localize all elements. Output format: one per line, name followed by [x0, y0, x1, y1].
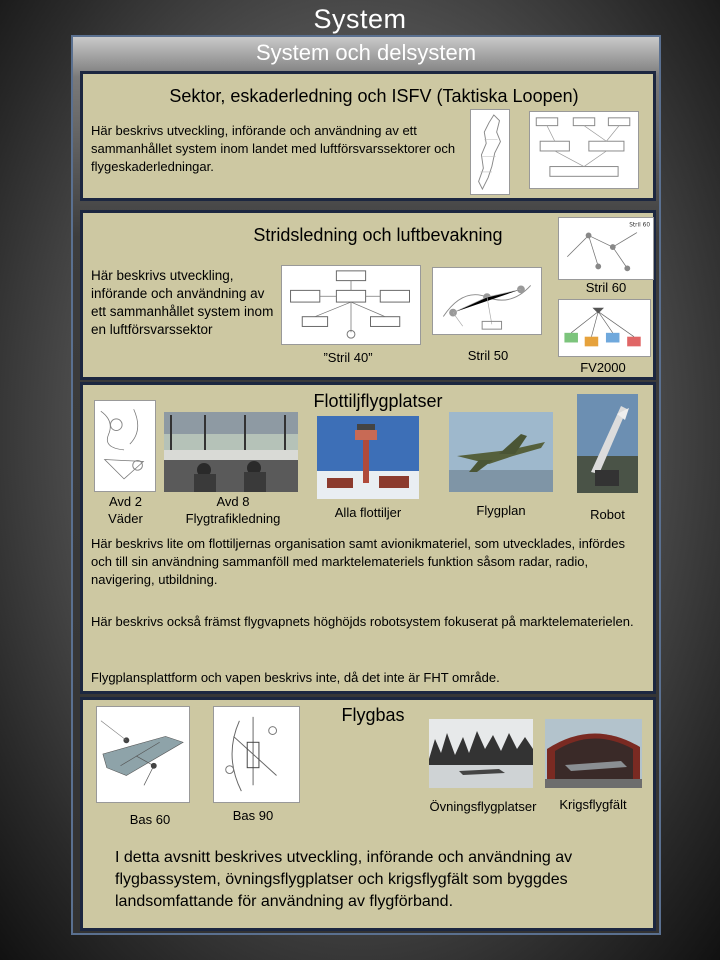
stril60-caption: Stril 60	[585, 280, 627, 295]
page-title: System	[313, 4, 407, 34]
alla-flottiljer-caption: Alla flottiljer	[334, 505, 402, 520]
stril40-caption: ”Stril 40”	[323, 350, 373, 365]
flygbas-panel[interactable]	[80, 697, 656, 931]
avd2-caption: Avd 2 Väder	[108, 494, 143, 526]
flottilj-text-2: Här beskrivs också främst flygvapnets höghöjds robotsystem fokuserat på marktelematerielen.	[91, 614, 634, 629]
stril50-caption: Stril 50	[467, 348, 509, 363]
sektor-diagram-image[interactable]	[529, 111, 639, 189]
flottilj-title: Flottiljflygplatser	[313, 391, 443, 411]
fv2000-caption: FV2000	[580, 360, 626, 375]
bas90-image[interactable]	[213, 706, 300, 803]
strid-text: Här beskrivs utveckling, införande och användning av ett sammanhållet system inom en luftförsvarssektor	[91, 268, 274, 337]
stril50-image[interactable]	[432, 267, 542, 335]
sektor-panel[interactable]	[80, 71, 656, 201]
krigsflygfalt-image[interactable]	[545, 719, 642, 788]
flygbas-text: I detta avsnitt beskrives utveckling, införande och användning av flygbassystem, övningsflygplatser och krigsflygfält som byggdes landsomfattande för användning av flygförband.	[115, 849, 573, 910]
avd2-image[interactable]	[94, 400, 156, 492]
sweden-map-image[interactable]	[470, 109, 510, 195]
fv2000-image[interactable]	[558, 299, 651, 357]
ovningsflygplats-image[interactable]	[429, 719, 533, 788]
strid-panel[interactable]	[80, 210, 656, 380]
svg-text:Stril 60: Stril 60	[629, 222, 651, 229]
avd8-image[interactable]	[164, 412, 298, 492]
flygbas-title: Flygbas	[341, 705, 405, 725]
flottilj-text-1: Här beskrivs lite om flottiljernas organisation samt avionikmateriel, som utvecklades, infördes och till sin användning sammanföll med marktelemateriels funktion såsom radar, radio, navigering, utbildning.	[91, 536, 625, 587]
avd8-caption: Avd 8 Flygtrafikledning	[185, 494, 281, 526]
alla-flottiljer-image[interactable]	[317, 416, 419, 499]
flottilj-panel[interactable]	[80, 382, 656, 694]
section-subtitle: System och delsystem	[255, 40, 477, 65]
bas90-caption: Bas 90	[232, 808, 274, 823]
bas60-caption: Bas 60	[129, 812, 171, 827]
sektor-title: Sektor, eskaderledning och ISFV (Taktiska Loopen)	[169, 86, 579, 106]
flygplan-image[interactable]	[449, 412, 553, 492]
stril40-image[interactable]	[281, 265, 421, 345]
sektor-text: Här beskrivs utveckling, införande och användning av ett sammanhållet system inom landet med luftförsvarssektorer och flygeskaderledningar.	[91, 123, 456, 174]
strid-title: Stridsledning och luftbevakning	[253, 225, 503, 245]
flygplan-caption: Flygplan	[476, 503, 526, 518]
krigsflygfalt-caption: Krigsflygfält	[559, 797, 627, 812]
bas60-image[interactable]	[96, 706, 190, 803]
stril60-image[interactable]	[558, 217, 654, 280]
flottilj-text-3: Flygplansplattform och vapen beskrivs inte, då det inte är FHT område.	[91, 670, 500, 685]
robot-image[interactable]	[577, 394, 638, 493]
ovningsflygplats-caption: Övningsflygplatser	[429, 799, 537, 814]
robot-caption: Robot	[590, 507, 625, 522]
